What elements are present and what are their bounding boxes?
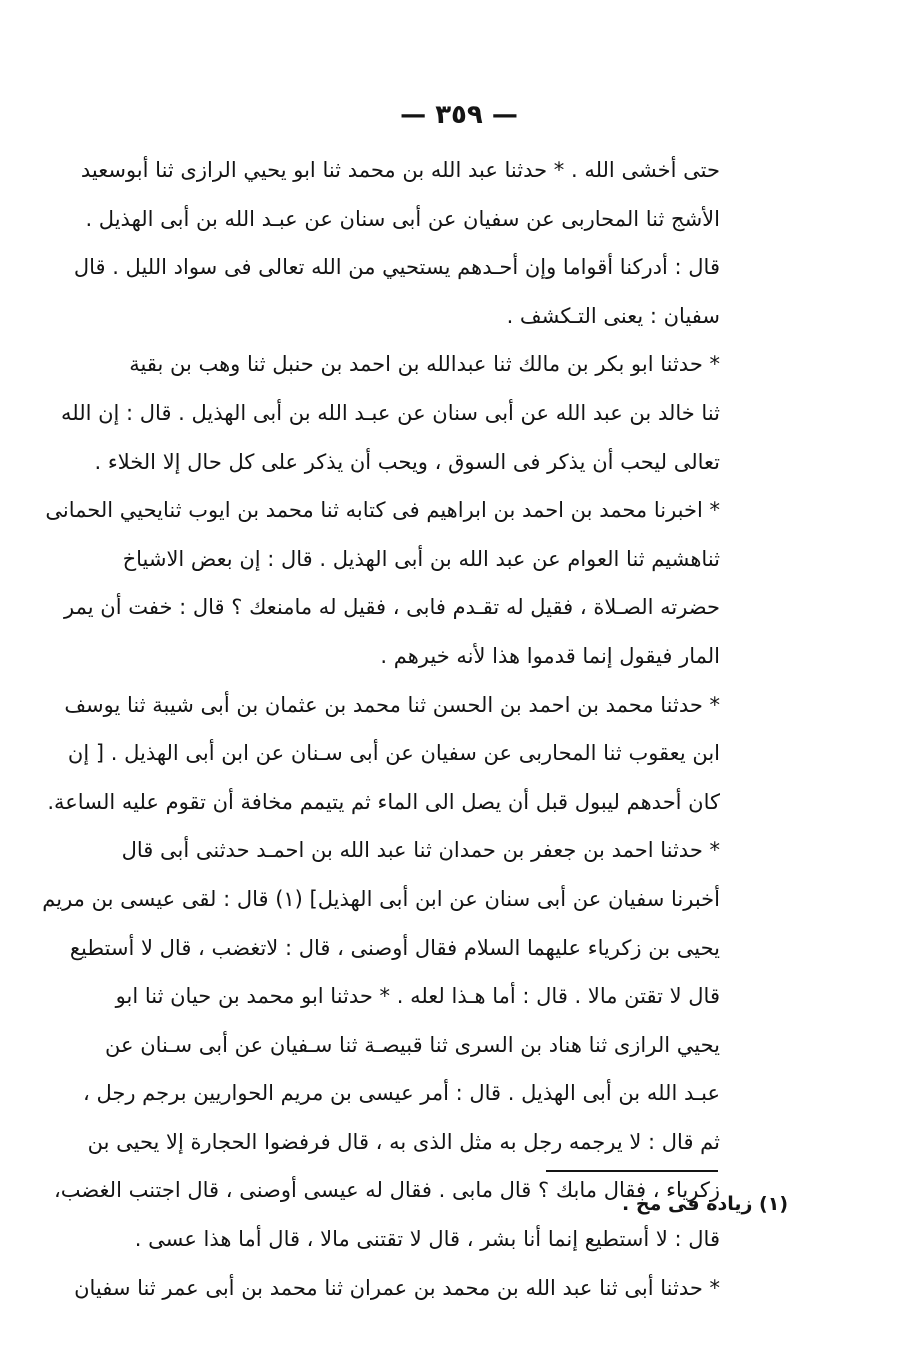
text-line: زكرياء ، فقال مابك ؟ قال مابى . فقال له عيسى أوصنى ، قال اجتنب الغضب، [53,1178,720,1203]
text-line: عبـد الله بن أبى الهذيل . قال : أمر عيسى بن مريم الحواريين برجم رجل ، [83,1081,720,1106]
text-line: * حدثنا احمد بن جعفر بن حمدان ثنا عبد الله بن احمـد حدثنى أبى قال [121,838,720,863]
text-line: سفيان : يعنى التـكشف . [506,303,720,328]
body-text [42,146,720,1312]
text-line: ثم قال : لا يرجمه رجل به مثل الذى به ، قال فرفضوا الحجارة إلا يحيى بن [87,1129,720,1154]
text-line: ثناهشيم ثنا العوام عن عبد الله بن أبى الهذيل . قال : إن بعض الاشياخ [122,546,720,571]
text-line: يحيي الرازى ثنا هناد بن السرى ثنا قبيصـة ثنا سـفيان عن أبى سـنان عن [105,1032,720,1057]
text-line: قال : أدركنا أقواما وإن أحـدهم يستحيي من الله تعالى فى سواد الليل . قال [73,255,720,280]
text-line: تعالى ليحب أن يذكر فى السوق ، ويحب أن يذكر على كل حال إلا الخلاء . [94,449,720,474]
text-line: ثنا خالد بن عبد الله عن أبى سنان عن عبـد الله بن أبى الهذيل . قال : إن الله [61,400,720,425]
page-number: — ٣٥٩ — [400,100,518,130]
text-line: كان أحدهم ليبول قبل أن يصل الى الماء ثم يتيمم مخافة أن تقوم عليه الساعة. [47,789,720,814]
footnote-divider [546,1170,718,1172]
text-line: * اخبرنا محمد بن احمد بن ابراهيم فى كتابه ثنا محمد بن ايوب ثنايحيي الحمانى [45,498,720,523]
text-line: حتى أخشى الله . * حدثنا عبد الله بن محمد ثنا ابو يحيي الرازى ثنا أبوسعيد [80,158,720,182]
text-line: * حدثنا ابو بكر بن مالك ثنا عبدالله بن احمد بن حنبل ثنا وهب بن بقية [129,352,720,377]
text-line: قال : لا أستطيع إنما أنا بشر ، قال لا تقتنى مالا ، قال أما هذا عسى . [134,1227,720,1252]
text-line: الأشج ثنا المحاربى عن سفيان عن أبى سنان عن عبـد الله بن أبى الهذيل . [85,206,720,231]
text-line: يحيى بن زكرياء عليهما السلام فقال أوصنى ، قال : لاتغضب ، قال لا أستطيع [69,935,720,960]
text-line: * حدثنا محمد بن احمد بن الحسن ثنا محمد بن عثمان بن أبى شيبة ثنا يوسف [64,692,720,717]
text-line: ابن يعقوب ثنا المحاربى عن سفيان عن أبى سـنان عن ابن أبى الهذيل . [ إن [67,741,720,766]
text-line: * حدثنا أبى ثنا عبد الله بن محمد بن عمران ثنا محمد بن أبى عمر ثنا سفيان [74,1275,720,1300]
text-line: المار فيقول إنما قدموا هذا لأنه خيرهم . [380,643,720,668]
text-line: قال لا تقتن مالا . قال : أما هـذا لعله . * حدثنا ابو محمد بن حيان ثنا ابو [115,984,720,1009]
footnote: (١) زيادة فى مخ . [622,1193,788,1215]
text-line: أخبرنا سفيان عن أبى سنان عن ابن أبى الهذيل] (١) قال : لقى عيسى بن مريم [42,886,720,911]
text-line: حضرته الصـلاة ، فقيل له تقـدم فابى ، فقيل له مامنعك ؟ قال : خفت أن يمر [64,595,720,620]
